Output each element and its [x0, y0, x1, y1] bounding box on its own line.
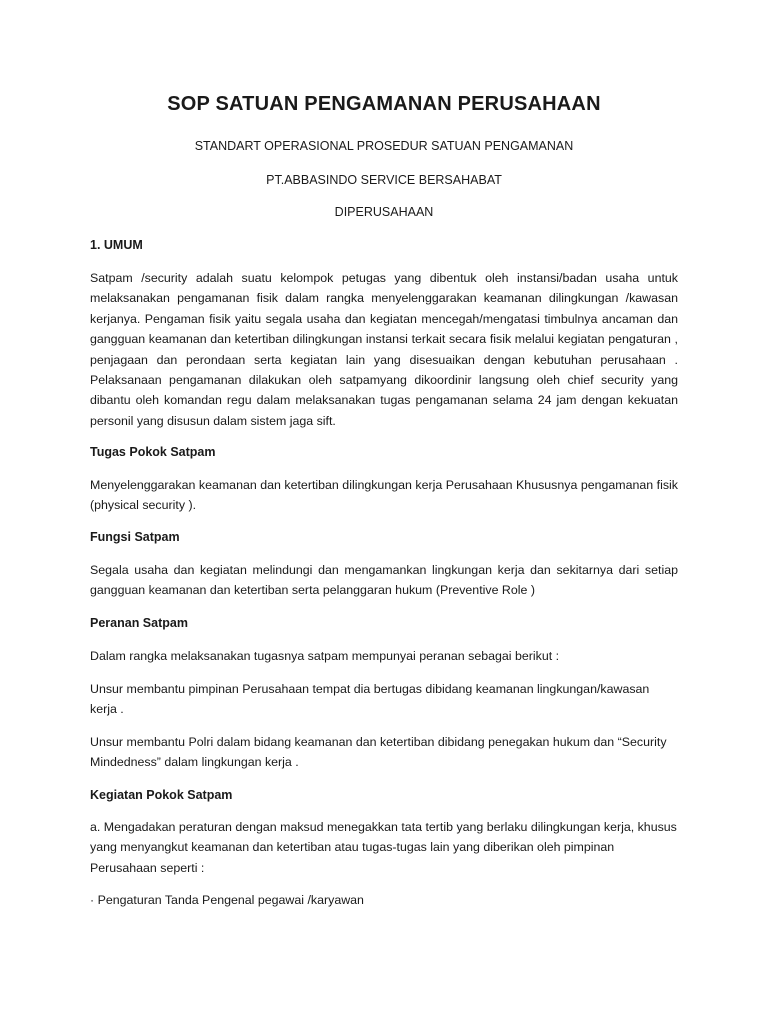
paragraph-fungsi: Segala usaha dan kegiatan melindungi dan mengamankan lingkungan kerja dan sekitarnya dari setiap gangguan keamanan dan ketertiban serta pelanggaran hukum (Preventive Role ) — [90, 563, 678, 598]
document-subtitle-sop: STANDART OPERASIONAL PROSEDUR SATUAN PENGAMANAN — [194, 139, 574, 153]
section-heading-fungsi: Fungsi Satpam — [90, 530, 180, 544]
paragraph-umum: Satpam /security adalah suatu kelompok petugas yang dibentuk oleh instansi/badan usaha untuk melaksanakan pengamanan fisik dalam rangka menyelenggarakan keamanan dilingkungan /kawasan kerjanya. Pengaman fisik yaitu segala usaha dan kegiatan mencegah/mengatasi timbulnya ancaman dan gangguan keamanan dan ketertiban dilingkungan instansi terkait secara fisik melalui kegiatan pengaturan , penjagaan dan perondaan serta kegiatan lain yang disesuaikan dengan kebutuhan perusahaan . Pelaksanaan pengamanan dilakukan oleh satpamyang dikoordinir langsung oleh chief security yang dibantu oleh komandan regu dalam melaksanakan tugas pengamanan selama 24 jam dengan kekuatan personil yang disusun dalam sistem jaga sift. — [90, 271, 678, 428]
document-page — [90, 0, 678, 1024]
paragraph-peranan-intro: Dalam rangka melaksanakan tugasnya satpam mempunyai peranan sebagai berikut : — [90, 649, 560, 663]
document-subtitle-company: PT.ABBASINDO SERVICE BERSAHABAT — [266, 173, 502, 187]
document-title: SOP SATUAN PENGAMANAN PERUSAHAAN — [167, 93, 601, 115]
paragraph-kegiatan-a: a. Mengadakan peraturan dengan maksud menegakkan tata tertib yang berlaku dilingkungan kerja, khusus yang menyangkut keamanan dan ketertiban atau tugas-tugas lain yang diberikan oleh pimpinan Perusahaan seperti : — [90, 820, 677, 875]
document-subtitle-location: DIPERUSAHAAN — [334, 205, 434, 219]
paragraph-peranan-item-1: Unsur membantu pimpinan Perusahaan tempat dia bertugas dibidang keamanan lingkungan/kawasan kerja . — [90, 682, 650, 717]
section-heading-peranan: Peranan Satpam — [90, 616, 188, 630]
list-item-kegiatan-bullet-1: · Pengaturan Tanda Pengenal pegawai /karyawan — [90, 893, 364, 907]
section-heading-umum: 1. UMUM — [90, 238, 143, 252]
paragraph-tugas-pokok: Menyelenggarakan keamanan dan ketertiban dilingkungan kerja Perusahaan Khususnya pengamanan fisik (physical security ). — [90, 478, 678, 513]
section-heading-tugas-pokok: Tugas Pokok Satpam — [90, 445, 216, 459]
section-heading-kegiatan-pokok: Kegiatan Pokok Satpam — [90, 788, 233, 802]
paragraph-peranan-item-2: Unsur membantu Polri dalam bidang keamanan dan ketertiban dibidang penegakan hukum dan “Security Mindedness” dalam lingkungan kerja . — [90, 735, 667, 770]
